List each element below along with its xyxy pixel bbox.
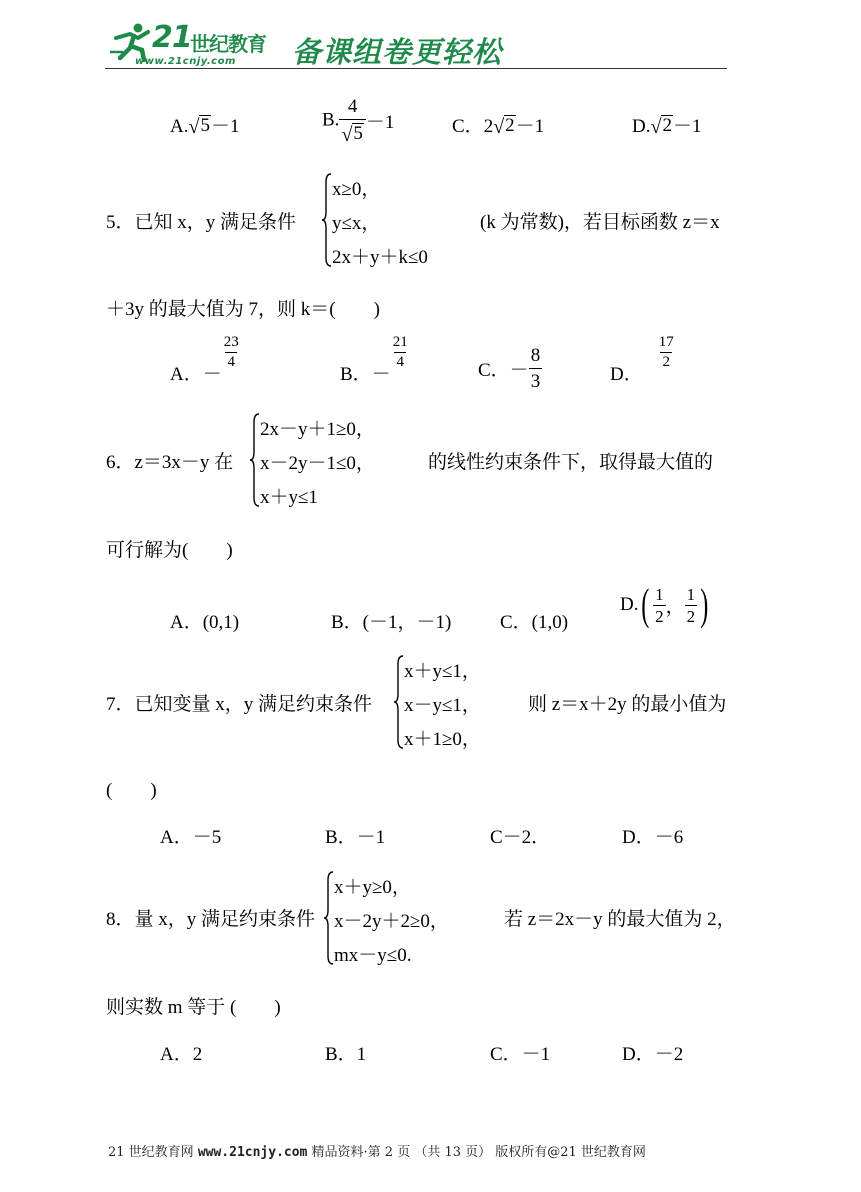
q8-option-b: B．1 — [325, 1044, 367, 1065]
q5-option-a: A．－ $\frac{23}{4}$ — [170, 334, 239, 385]
q6-condition-2: x－2y－1≤0， — [260, 453, 375, 474]
q8-condition-1: x＋y≥0， — [334, 877, 411, 898]
q8-condition-system — [324, 870, 474, 966]
q7-condition-1: x＋y≤1， — [404, 661, 481, 682]
q6-option-b: B．(－1，－1) — [331, 612, 452, 633]
q8-stem-lead: 8．量 x，y 满足约束条件 — [106, 909, 316, 930]
q7-option-b: B．－1 — [325, 827, 386, 848]
q5-condition-2: y≤x， — [332, 213, 381, 234]
q5-option-d: D． $\frac{17}{2}$ — [610, 334, 674, 385]
q8-option-d: D．－2 — [622, 1044, 684, 1065]
logo-text: 世纪教育 — [190, 32, 266, 56]
q5-stem-line2: ＋3y 的最大值为 7，则 k＝( ) — [106, 299, 380, 320]
q7-condition-2: x－y≤1， — [404, 695, 481, 716]
q8-option-c: C．－1 — [490, 1044, 551, 1065]
q6-option-a: A．(0,1) — [170, 612, 240, 633]
q7-option-a: A．－5 — [160, 827, 222, 848]
q5-stem-after: (k 为常数)，若目标函数 z＝x — [480, 212, 720, 233]
q6-condition-3: x＋y≤1 — [260, 487, 318, 508]
q6-option-d: D.( $\frac{1}{2}$ ， $\frac{1}{2}$ ) — [620, 580, 709, 629]
q8-condition-3: mx－y≤0. — [334, 945, 412, 966]
q7-option-c: C－2． — [490, 827, 551, 848]
q4-option-a: A. √ 5 －1 — [170, 115, 240, 138]
left-brace-icon — [250, 412, 260, 508]
q6-condition-1: 2x－y＋1≥0， — [260, 419, 375, 440]
q8-option-a: A．2 — [160, 1044, 203, 1065]
q5-stem-lead: 5．已知 x，y 满足条件 — [106, 212, 297, 233]
q4-option-d: D. √ 2 －1 — [632, 115, 702, 138]
q5-condition-3: 2x＋y＋k≤0 — [332, 247, 428, 268]
q5-condition-1: x≥0， — [332, 179, 381, 200]
q4-option-b: B. 4 √ 5 －1 — [322, 96, 395, 146]
q7-condition-system — [394, 654, 504, 750]
left-brace-icon — [324, 870, 334, 966]
q5-option-c: C．－ $\frac{8}{3}$ — [478, 345, 541, 392]
page-footer — [108, 1141, 646, 1160]
q8-condition-2: x－2y＋2≥0， — [334, 911, 449, 932]
q6-stem-lead: 6．z＝3x－y 在 — [106, 452, 234, 473]
q7-stem-lead: 7．已知变量 x，y 满足约束条件 — [106, 694, 373, 715]
q7-condition-3: x＋1≥0， — [404, 729, 481, 750]
q6-option-c: C．(1,0) — [500, 612, 569, 633]
footer-suffix: 精品资料·第 2 页 （共 13 页） 版权所有@21 世纪教育网 — [307, 1145, 646, 1160]
left-brace-icon — [394, 654, 404, 750]
q8-stem-after: 若 z＝2x－y 的最大值为 2， — [504, 909, 736, 930]
q7-stem-line2: ( ) — [106, 780, 157, 801]
q7-option-d: D．－6 — [622, 827, 684, 848]
header-slogan: 备课组卷更轻松 — [292, 35, 503, 69]
q6-condition-system — [250, 412, 400, 508]
header-divider — [105, 68, 727, 69]
q6-stem-line2: 可行解为( ) — [106, 540, 233, 561]
logo-url: www.21cnjy.com — [135, 56, 236, 67]
q6-stem-after: 的线性约束条件下，取得最大值的 — [428, 452, 714, 473]
footer-site-link[interactable]: www.21cnjy.com — [197, 1145, 308, 1160]
q8-stem-line2: 则实数 m 等于 ( ) — [106, 997, 281, 1018]
logo-number: 21 — [152, 20, 192, 55]
q5-condition-system — [322, 172, 462, 268]
q5-option-b: B．－ $\frac{21}{4}$ — [340, 334, 408, 385]
footer-prefix: 21 世纪教育网 — [108, 1145, 198, 1160]
left-brace-icon — [322, 172, 332, 268]
q7-stem-after: 则 z＝x＋2y 的最小值为 — [528, 694, 727, 715]
q4-option-c: C．2 √ 2 －1 — [452, 115, 545, 138]
